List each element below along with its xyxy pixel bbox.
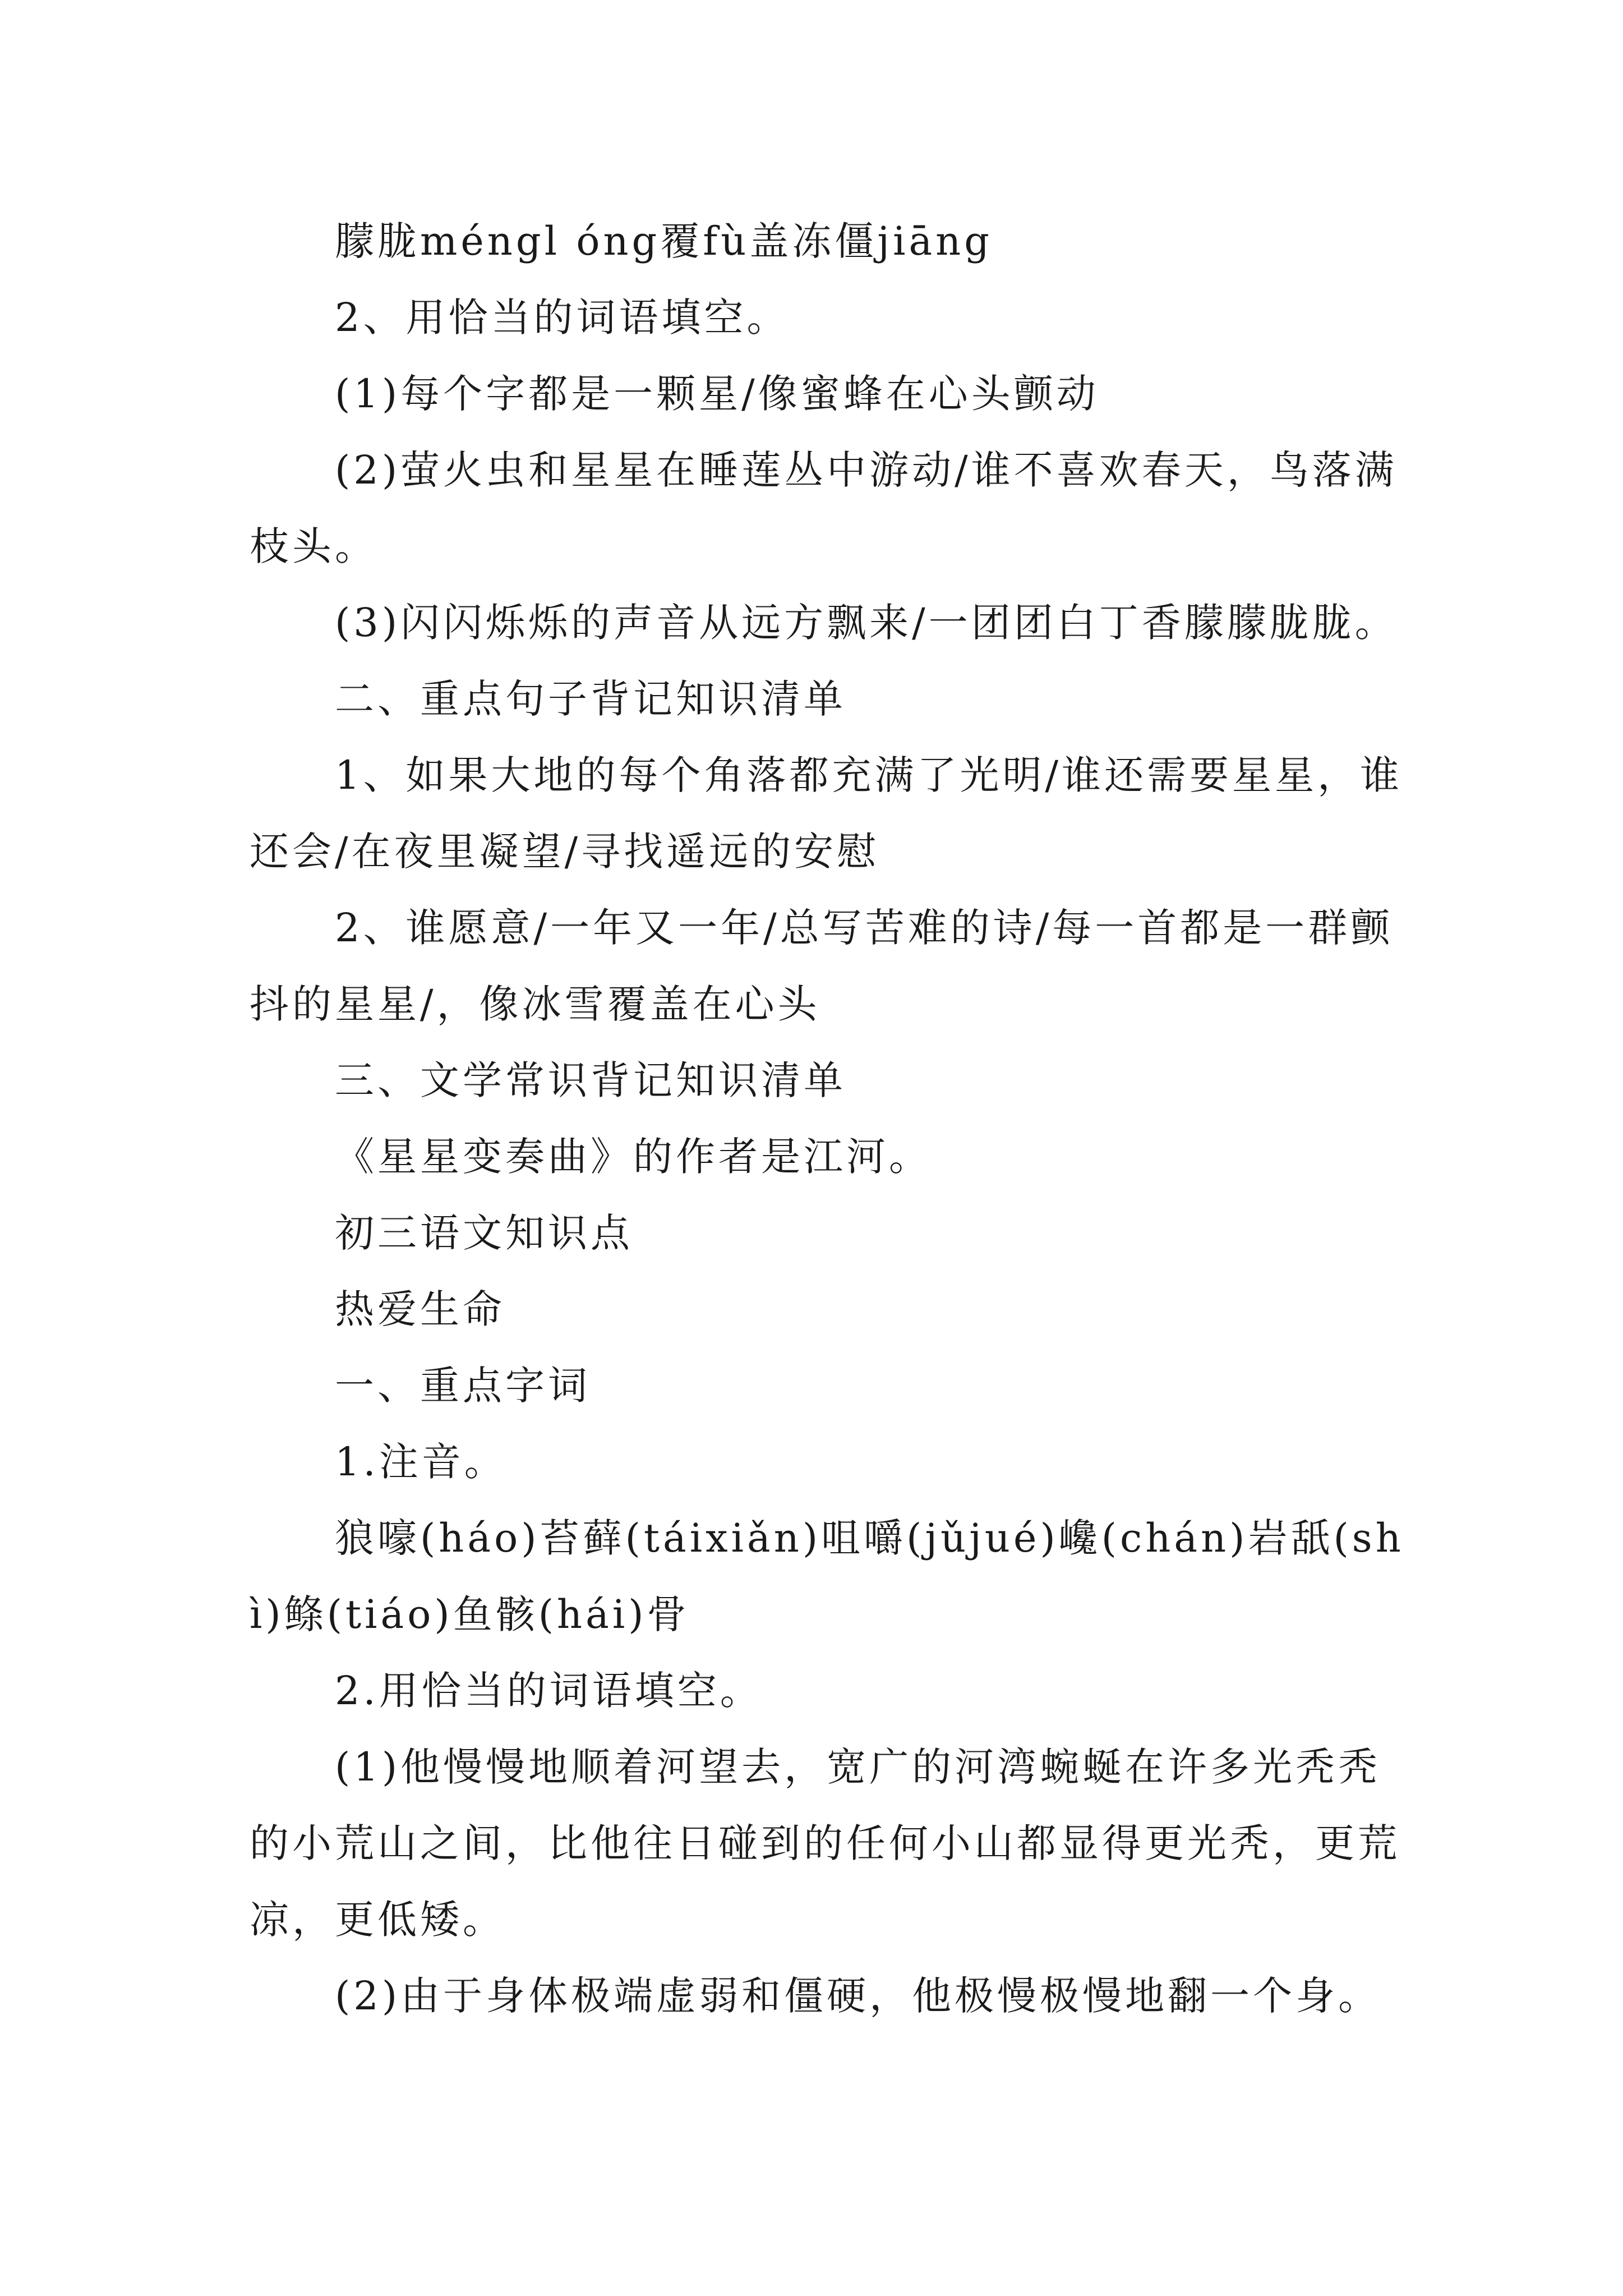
paragraph-fill-item-2: (2)萤火虫和星星在睡莲丛中游动/谁不喜欢春天，鸟落满枝头。 — [250, 447, 1398, 569]
paragraph-fill-item-3: (3)闪闪烁烁的声音从远方飘来/一团团白丁香朦朦胧胧。 — [335, 600, 1398, 646]
section-heading-literature: 三、文学常识背记知识清单 — [335, 1057, 846, 1103]
paragraph-pinyin-words: 朦胧méngl óng覆fù盖冻僵jiāng — [335, 218, 993, 264]
paragraph-key-sentence-1: 1、如果大地的每个角落都充满了光明/谁还需要星星，谁还会/在夜里凝望/寻找遥远的安慰 — [250, 752, 1403, 875]
paragraph-pinyin-list: 狼嚎(háo)苔藓(táixiǎn)咀嚼(jǔjué)巉(chán)岩舐(shì)鲦(tiáo)鱼骸(hái)骨 — [250, 1515, 1404, 1637]
section-heading-grade-nine: 初三语文知识点 — [335, 1210, 633, 1256]
lesson-title: 热爱生命 — [335, 1286, 505, 1332]
paragraph-author-note: 《星星变奏曲》的作者是江河。 — [335, 1134, 932, 1180]
paragraph-fill-sentence-1: (1)他慢慢地顺着河望去，宽广的河湾蜿蜒在许多光秃秃的小荒山之间，比他往日碰到的任何小山都显得更光秃，更荒凉，更低矮。 — [250, 1744, 1400, 1943]
subheading-pinyin: 1.注音。 — [335, 1439, 507, 1485]
section-heading-key-words: 一、重点字词 — [335, 1363, 591, 1409]
paragraph-fill-item-1: (1)每个字都是一颗星/像蜜蜂在心头颤动 — [335, 371, 1099, 417]
subheading-fill-words: 2.用恰当的词语填空。 — [335, 1668, 763, 1714]
paragraph-key-sentence-2: 2、谁愿意/一年又一年/总写苦难的诗/每一首都是一群颤抖的星星/，像冰雪覆盖在心头 — [250, 905, 1394, 1027]
paragraph-fill-words-heading: 2、用恰当的词语填空。 — [335, 295, 790, 341]
paragraph-fill-sentence-2: (2)由于身体极端虚弱和僵硬，他极慢极慢地翻一个身。 — [335, 1973, 1381, 2019]
document-body — [250, 203, 1410, 2034]
section-heading-key-sentences: 二、重点句子背记知识清单 — [335, 676, 846, 722]
